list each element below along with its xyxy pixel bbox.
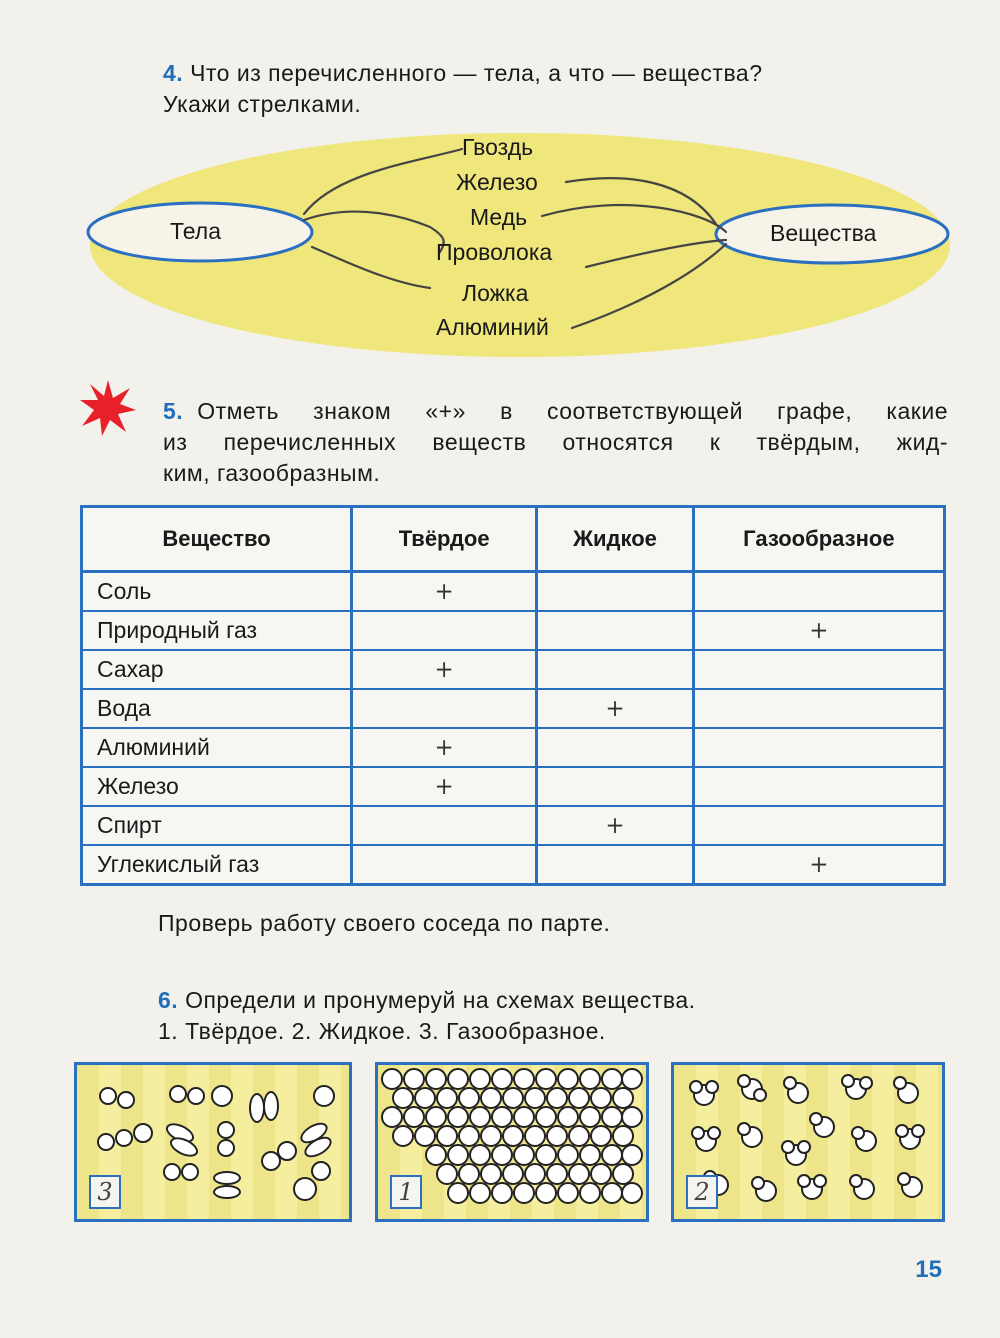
star-icon	[80, 380, 136, 436]
header-substance: Вещество	[82, 507, 352, 572]
gas-cell[interactable]	[693, 806, 944, 845]
row-name: Спирт	[82, 806, 352, 845]
task4-line1: Что из перечисленного — тела, а что — вещества?	[190, 60, 763, 86]
liquid-cell[interactable]	[537, 767, 693, 806]
table-row	[82, 611, 945, 650]
gas-cell[interactable]: +	[693, 845, 944, 885]
scheme-3-answer[interactable]: 2	[686, 1175, 718, 1209]
gas-cell[interactable]: +	[693, 611, 944, 650]
particle	[117, 1091, 135, 1109]
gas-cell[interactable]	[693, 689, 944, 728]
particle	[293, 1177, 317, 1201]
liquid-cell[interactable]	[537, 650, 693, 689]
scheme-2	[375, 1062, 649, 1222]
label-bodies: Тела	[170, 218, 221, 244]
particle	[167, 1133, 201, 1160]
scheme-3	[671, 1062, 945, 1222]
solid-cell[interactable]	[352, 611, 537, 650]
row-name: Соль	[82, 572, 352, 612]
liquid-cell[interactable]: +	[537, 689, 693, 728]
solid-cell[interactable]: +	[352, 650, 537, 689]
particle	[277, 1141, 297, 1161]
task5-line1: Отметь знаком «+» в соответствующей графе, какие	[197, 398, 948, 424]
particle	[213, 1185, 241, 1199]
particle	[311, 1161, 331, 1181]
header-solid: Твёрдое	[352, 507, 537, 572]
row-name: Природный газ	[82, 611, 352, 650]
gas-cell[interactable]	[693, 728, 944, 767]
row-name: Железо	[82, 767, 352, 806]
task6-number: 6.	[158, 987, 179, 1013]
table-row	[82, 845, 945, 885]
table-row	[82, 650, 945, 689]
item-aluminium: Алюминий	[436, 314, 549, 340]
particle	[169, 1085, 187, 1103]
particle	[99, 1087, 117, 1105]
gas-cell[interactable]	[693, 767, 944, 806]
header-liquid: Жидкое	[537, 507, 693, 572]
particle	[211, 1085, 233, 1107]
task4-number: 4.	[163, 60, 184, 86]
table-row	[82, 806, 945, 845]
page-number: 15	[915, 1256, 942, 1283]
task5-prompt	[163, 396, 948, 489]
row-name: Алюминий	[82, 728, 352, 767]
liquid-cell[interactable]: +	[537, 806, 693, 845]
table-row	[82, 767, 945, 806]
task5-number: 5.	[163, 398, 184, 424]
task6-prompt	[158, 985, 858, 1047]
table-row	[82, 572, 945, 612]
task4-prompt	[163, 58, 953, 120]
particle	[217, 1139, 235, 1157]
row-name: Сахар	[82, 650, 352, 689]
particle	[181, 1163, 199, 1181]
item-spoon: Ложка	[462, 280, 529, 306]
table-row	[82, 728, 945, 767]
item-copper: Медь	[470, 204, 528, 230]
liquid-cell[interactable]	[537, 572, 693, 612]
task6-line1: Определи и пронумеруй на схемах вещества.	[185, 987, 696, 1013]
particle	[187, 1087, 205, 1105]
liquid-cell[interactable]	[537, 611, 693, 650]
scheme-1	[74, 1062, 352, 1222]
particle	[313, 1085, 335, 1107]
table-header-row	[82, 507, 945, 572]
particle	[217, 1121, 235, 1139]
liquid-cell[interactable]	[537, 728, 693, 767]
gas-cell[interactable]	[693, 650, 944, 689]
task6-line2: 1. Твёрдое. 2. Жидкое. 3. Газообразное.	[158, 1018, 606, 1044]
gas-cell[interactable]	[693, 572, 944, 612]
particle	[115, 1129, 133, 1147]
particle	[163, 1163, 181, 1181]
scheme-1-answer[interactable]: 3	[89, 1175, 121, 1209]
task5-line3: ким, газообразным.	[163, 460, 381, 486]
check-note: Проверь работу своего соседа по парте.	[158, 910, 611, 936]
item-iron: Железо	[456, 169, 538, 195]
scheme-2-answer[interactable]: 1	[390, 1175, 422, 1209]
solid-cell[interactable]	[352, 689, 537, 728]
task5-line2: из перечисленных веществ относятся к твёрдым, жид-	[163, 429, 948, 455]
states-table	[80, 505, 946, 886]
task4-line2: Укажи стрелками.	[163, 91, 362, 117]
label-substances: Вещества	[770, 220, 877, 246]
solid-cell[interactable]: +	[352, 767, 537, 806]
particle	[263, 1091, 279, 1121]
solid-cell[interactable]: +	[352, 728, 537, 767]
header-gas: Газообразное	[693, 507, 944, 572]
particle	[213, 1171, 241, 1185]
particle	[97, 1133, 115, 1151]
table-row	[82, 689, 945, 728]
liquid-cell[interactable]	[537, 845, 693, 885]
solid-cell[interactable]: +	[352, 572, 537, 612]
solid-cell[interactable]	[352, 806, 537, 845]
particle	[133, 1123, 153, 1143]
item-wire: Проволока	[436, 239, 553, 265]
solid-cell[interactable]	[352, 845, 537, 885]
row-name: Углекислый газ	[82, 845, 352, 885]
item-nail: Гвоздь	[462, 134, 534, 160]
row-name: Вода	[82, 689, 352, 728]
